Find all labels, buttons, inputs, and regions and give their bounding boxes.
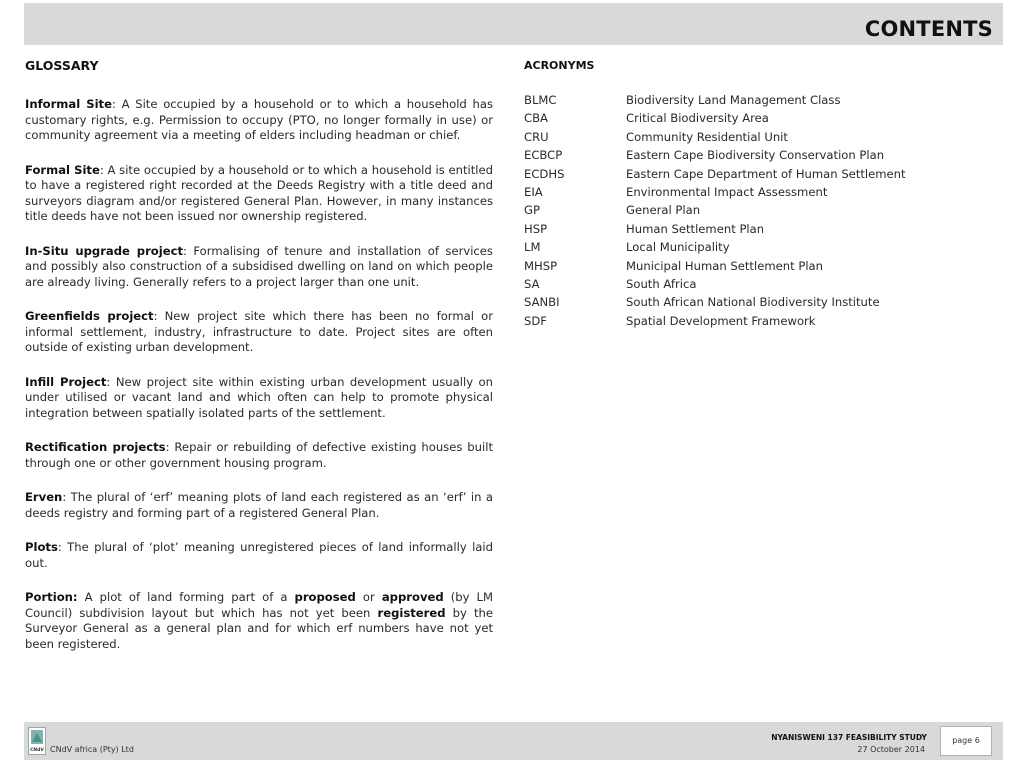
acronym-description: Biodiversity Land Management Class	[626, 93, 841, 107]
glossary-entry-formal-site	[25, 163, 493, 225]
acronym-code: SA	[524, 276, 540, 291]
page-title: CONTENTS	[864, 17, 993, 41]
logo-graphic	[29, 728, 45, 754]
acronym-description: Local Municipality	[626, 240, 730, 255]
glossary-emphasis: approved	[381, 590, 444, 604]
company-logo	[28, 727, 46, 755]
glossary-definition: : The plural of ‘erf’ meaning plots of land each registered as an ‘erf’ in a deeds registry and forming part of a registered General Plan.	[25, 490, 493, 520]
company-name: CNdV africa (Pty) Ltd	[50, 745, 134, 754]
acronym-description: Eastern Cape Department of Human Settlement	[626, 166, 906, 181]
glossary-section	[25, 58, 493, 671]
acronym-row	[524, 111, 994, 129]
acronyms-heading: ACRONYMS	[524, 59, 595, 72]
glossary-entry-erven	[25, 490, 493, 521]
glossary-term: Plots	[25, 540, 58, 554]
acronym-description: General Plan	[626, 203, 701, 218]
acronym-row	[524, 314, 994, 332]
glossary-definition-part: or	[355, 590, 382, 604]
glossary-definition-part: by the Surveyor General as a general plan and for which erf numbers have not yet been registered.	[25, 605, 493, 651]
glossary-term: Informal Site	[25, 97, 112, 111]
glossary-definition: : Repair or rebuilding of defective existing houses built through one or other government housing program.	[25, 440, 493, 470]
glossary-definition: : A site occupied by a household or to which a household is entitled to have a registered right recorded at the Deeds Registry with a title deed and surveyors diagram and/or registered General Plan. However, in many instances title deeds have not been issued nor ownership registered.	[25, 162, 494, 223]
acronym-code: CBA	[524, 111, 548, 126]
glossary-heading: GLOSSARY	[25, 58, 99, 73]
glossary-term: Formal Site	[25, 162, 100, 177]
glossary-term: Erven	[25, 490, 63, 504]
glossary-term: Greenfields project	[25, 309, 154, 323]
glossary-definition: : New project site within existing urban development usually on under utilised or vacant land and which often can help to promote physical integration between spatially isolated parts of the settlement.	[25, 374, 493, 420]
acronym-code: ECBCP	[524, 148, 563, 163]
glossary-term: Rectification projects	[25, 440, 166, 454]
acronym-code: MHSP	[524, 258, 558, 273]
acronym-row	[524, 222, 994, 240]
acronym-description: Human Settlement Plan	[626, 221, 765, 236]
acronym-row	[524, 93, 994, 111]
glossary-entry-greenfields	[25, 309, 493, 356]
glossary-entry-infill	[25, 375, 493, 422]
acronym-description: South Africa	[626, 276, 697, 291]
acronym-row	[524, 148, 994, 166]
acronym-code: GP	[524, 203, 540, 218]
glossary-definition: : Formalising of tenure and installation of services and possibly also construction of a subsidised dwelling on land on which people are already living. Generally refers to a project larger than one unit.	[25, 243, 493, 289]
acronym-row	[524, 295, 994, 313]
acronym-code: BLMC	[524, 93, 557, 107]
glossary-term: Infill Project	[25, 374, 107, 389]
glossary-entry-plots	[25, 540, 493, 571]
acronym-row	[524, 130, 994, 148]
glossary-entry-informal-site	[25, 97, 493, 144]
page-number: page 6	[940, 726, 992, 756]
glossary-definition: : A Site occupied by a household or to which a household has customary rights, e.g. Permission to occupy (PTO, no longer formally in use) or community agreement via a meeting of elders including headman or chief.	[25, 97, 493, 142]
glossary-definition-part: (by LM Council) subdivision layout but which has not yet been	[25, 590, 494, 620]
study-date: 27 October 2014	[857, 745, 925, 754]
acronym-code: SDF	[524, 313, 547, 328]
acronym-list	[524, 93, 994, 332]
glossary-definition: : New project site which there has been no formal or informal settlement, industry, infrastructure to date. Project sites are often outside of existing urban development.	[25, 309, 493, 354]
acronym-row	[524, 167, 994, 185]
acronym-description: Eastern Cape Biodiversity Conservation Plan	[626, 148, 885, 163]
acronym-row	[524, 185, 994, 203]
glossary-definition: : The plural of ‘plot’ meaning unregistered pieces of land informally laid out.	[25, 540, 493, 570]
study-title: NYANISWENI 137 FEASIBILITY STUDY	[771, 733, 927, 742]
acronym-code: ECDHS	[524, 166, 565, 181]
glossary-emphasis: proposed	[294, 590, 356, 604]
acronym-code: HSP	[524, 221, 548, 236]
acronym-code: LM	[524, 240, 541, 255]
glossary-entry-in-situ	[25, 244, 493, 291]
acronym-description: Spatial Development Framework	[626, 313, 816, 328]
acronym-description: South African National Biodiversity Institute	[626, 295, 880, 310]
glossary-entry-rectification	[25, 440, 493, 471]
acronym-description: Critical Biodiversity Area	[626, 111, 769, 126]
acronym-description: Municipal Human Settlement Plan	[626, 258, 823, 273]
acronym-row	[524, 240, 994, 258]
header-bar	[24, 3, 1003, 45]
acronym-description: Community Residential Unit	[626, 129, 788, 144]
acronym-code: SANBI	[524, 295, 560, 310]
glossary-term: Portion:	[25, 590, 78, 604]
acronym-row	[524, 259, 994, 277]
acronym-code: CRU	[524, 129, 549, 144]
glossary-entry-portion	[25, 590, 493, 652]
logo-text: CNdV	[30, 748, 44, 753]
acronym-description: Environmental Impact Assessment	[626, 184, 828, 199]
acronym-row	[524, 277, 994, 295]
glossary-definition-part: A plot of land forming part of a	[77, 590, 295, 604]
acronym-code: EIA	[524, 184, 543, 199]
acronym-row	[524, 203, 994, 221]
acronyms-section	[524, 59, 994, 332]
footer-bar	[24, 722, 1003, 760]
glossary-term: In-Situ upgrade project	[25, 243, 184, 258]
glossary-emphasis: registered	[377, 605, 446, 620]
